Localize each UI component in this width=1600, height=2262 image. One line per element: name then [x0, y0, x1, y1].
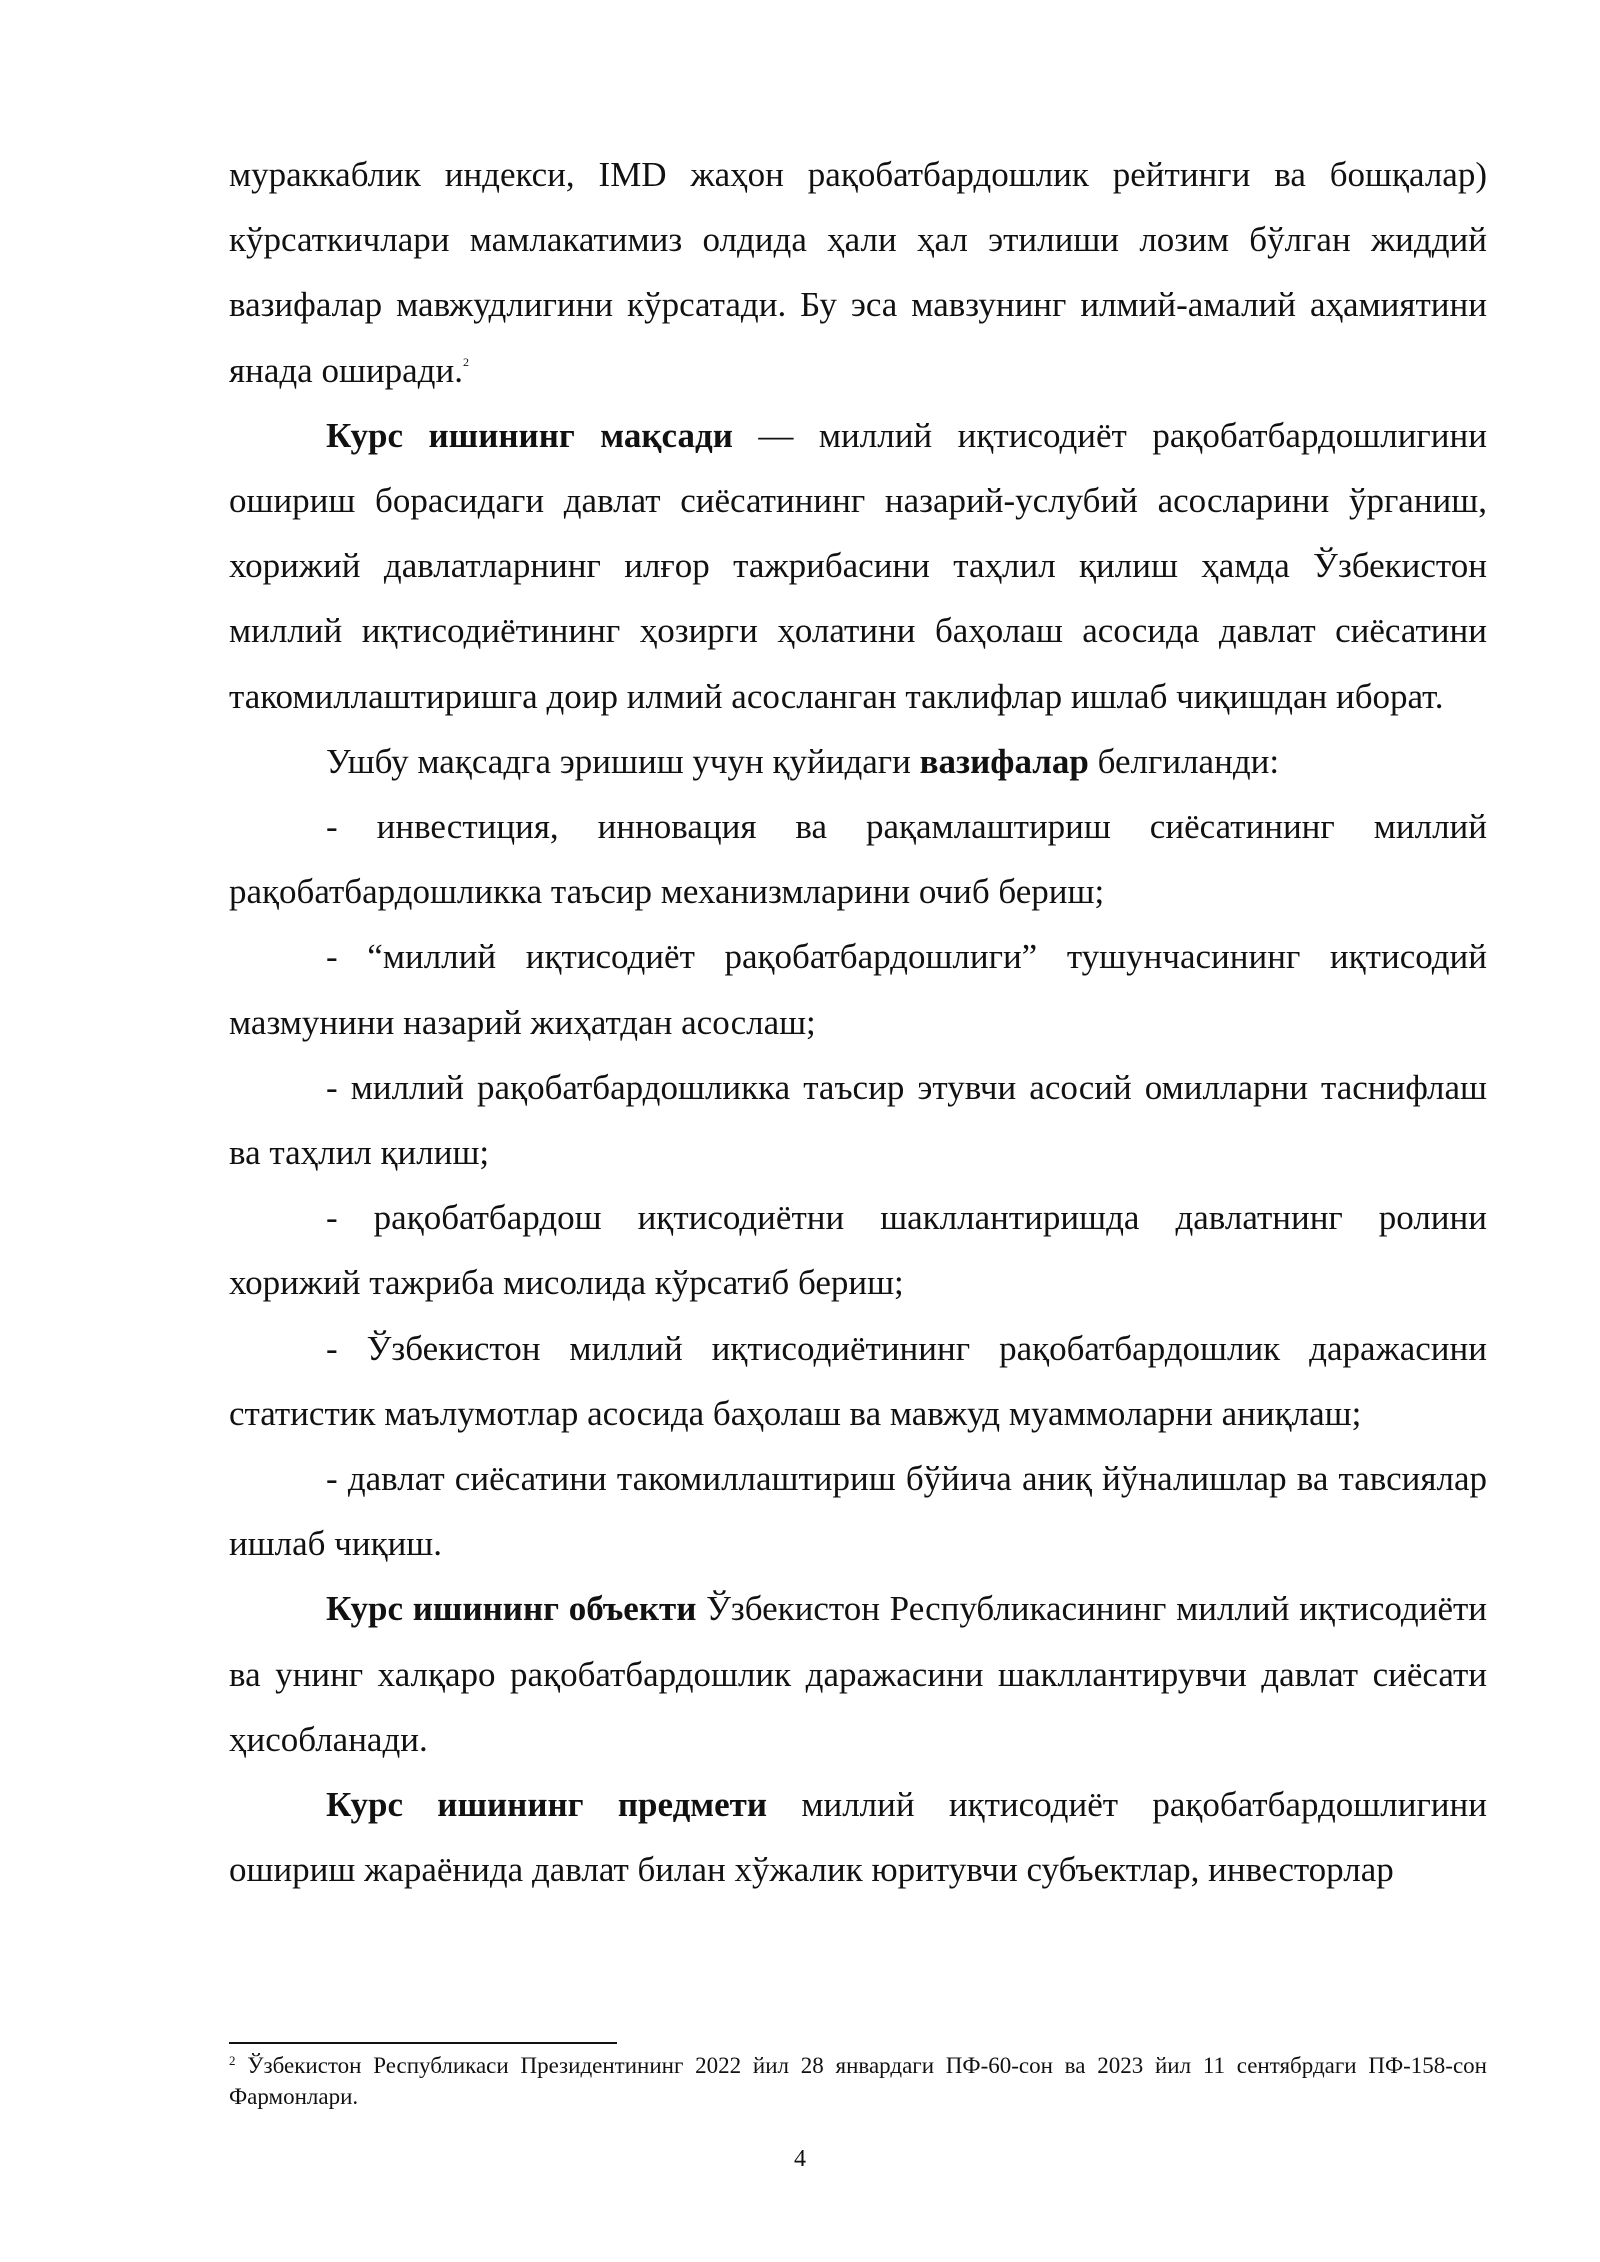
intro-paragraph [229, 142, 1487, 403]
subject-label: Курс ишининг предмети [326, 1785, 768, 1825]
object-label: Курс ишининг объекти [326, 1589, 697, 1629]
tasks-intro-after: белгиланди: [1088, 741, 1280, 781]
footnote-marker: 2 [229, 2053, 236, 2068]
footnote-reference: 2 [462, 354, 469, 369]
goal-label: Курс ишининг мақсади [326, 415, 733, 455]
tasks-intro-paragraph [229, 729, 1487, 794]
object-text: Ўзбекистон Республикасининг миллий иқтисодиёти ва унинг халқаро рақобатбардошлик даражасини шакллантирувчи давлат сиёсати ҳисобланади. [229, 1589, 1487, 1759]
task-item: - инвестиция, инновация ва рақамлаштириш сиёсатининг миллий рақобатбардошликка таъсир механизмларини очиб бериш; [229, 807, 1487, 912]
tasks-label: вазифалар [919, 741, 1089, 781]
intro-text: мураккаблик индекси, IMD жаҳон рақобатбардошлик рейтинги ва бошқалар) кўрсаткичлари мамлакатимиз олдида ҳали ҳал этилиши лозим бўлган жиддий вазифалар мавжудлигини кўрсатади. Бу эса мавзунинг илмий-амалий аҳамиятини янада оширади. [229, 155, 1487, 390]
footnote-separator [229, 2042, 617, 2044]
body-text [229, 142, 1487, 1902]
footnote [229, 2050, 1487, 2112]
task-item: - рақобатбардош иқтисодиётни шакллантиришда давлатнинг ролини хорижий тажриба мисолида кўрсатиб бериш; [229, 1198, 1487, 1303]
task-item: - “миллий иқтисодиёт рақобатбардошлиги” тушунчасининг иқтисодий мазмунини назарий жиҳатдан асослаш; [229, 937, 1487, 1042]
task-item: - давлат сиёсатини такомиллаштириш бўйича аниқ йўналишлар ва тавсиялар ишлаб чиқиш. [229, 1459, 1487, 1564]
page-number: 4 [794, 2146, 806, 2172]
task-item: - миллий рақобатбардошликка таъсир этувчи асосий омилларни таснифлаш ва таҳлил қилиш; [229, 1067, 1487, 1173]
footnote-text: Ўзбекистон Республикаси Президентининг 2022 йил 28 январдаги ПФ-60-сон ва 2023 йил 11 сентябрдаги ПФ-158-сон Фармонлари. [229, 2053, 1487, 2109]
goal-text: — миллий иқтисодиёт рақобатбардошлигини ошириш борасидаги давлат сиёсатининг назарий-услубий асосларини ўрганиш, хорижий давлатларнинг илғор тажрибасини таҳлил қилиш ҳамда Ўзбекистон миллий иқтисодиётининг ҳозирги ҳолатини баҳолаш асосида давлат сиёсатини такомиллаштиришга доир илмий асосланган таклифлар ишлаб чиқишдан иборат. [229, 415, 1487, 716]
task-item: - Ўзбекистон миллий иқтисодиётининг рақобатбардошлик даражасини статистик маълумотлар асосида баҳолаш ва мавжуд муаммоларни аниқлаш; [229, 1328, 1487, 1433]
subject-paragraph [229, 1772, 1487, 1902]
object-paragraph [229, 1576, 1487, 1772]
subject-text: миллий иқтисодиёт рақобатбардошлигини ошириш жараёнида давлат билан хўжалик юритувчи субъектлар, инвесторлар [229, 1785, 1487, 1890]
tasks-intro-before: Ушбу мақсадга эришиш учун қуйидаги [326, 741, 920, 781]
goal-paragraph [229, 403, 1487, 729]
